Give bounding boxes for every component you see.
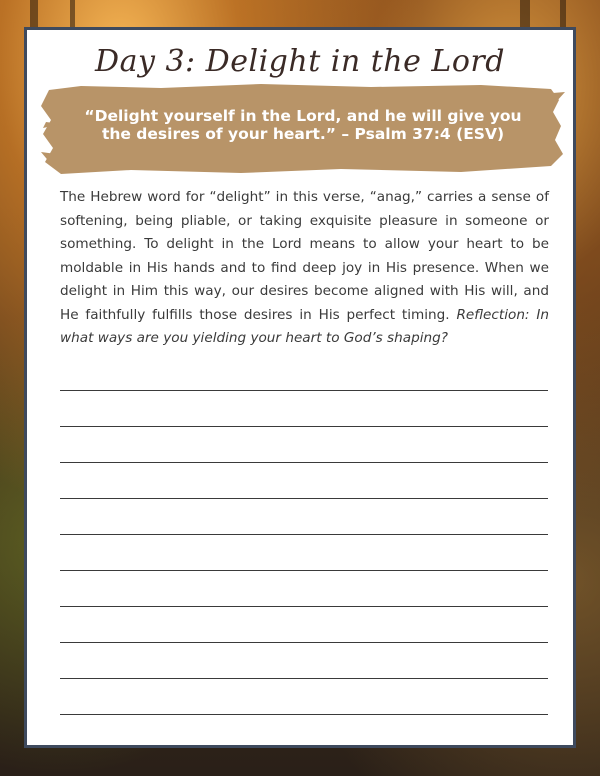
- devotional-text: [60, 186, 549, 351]
- scripture-verse: “Delight yourself in the Lord, and he will give you the desires of your heart.” – Psalm 37:4 (ESV): [84, 107, 522, 143]
- writing-line[interactable]: [60, 570, 548, 571]
- writing-line[interactable]: [60, 534, 548, 535]
- writing-line[interactable]: [60, 390, 548, 391]
- devotional-body: The Hebrew word for “delight” in this verse, “anag,” carries a sense of softening, being pliable, or taking exquisite pleasure in someone or something. To delight in the Lord means to allow your heart to be moldable in His hands and to find deep joy in His presence. When we delight in Him this way, our desires become aligned with His will, and He faithfully fulfills those desires in His perfect timing.: [60, 189, 549, 323]
- verse-banner: [41, 82, 565, 180]
- writing-line[interactable]: [60, 678, 548, 679]
- journal-card: [24, 27, 576, 748]
- writing-line[interactable]: [60, 606, 548, 607]
- writing-line[interactable]: [60, 498, 548, 499]
- writing-line[interactable]: [60, 426, 548, 427]
- reflection-prompt: Reflection: In what ways are you yielding your heart to God’s shaping?: [60, 306, 549, 346]
- page-title: Day 3: Delight in the Lord: [95, 44, 505, 79]
- writing-line[interactable]: [60, 462, 548, 463]
- writing-line[interactable]: [60, 714, 548, 715]
- writing-line[interactable]: [60, 642, 548, 643]
